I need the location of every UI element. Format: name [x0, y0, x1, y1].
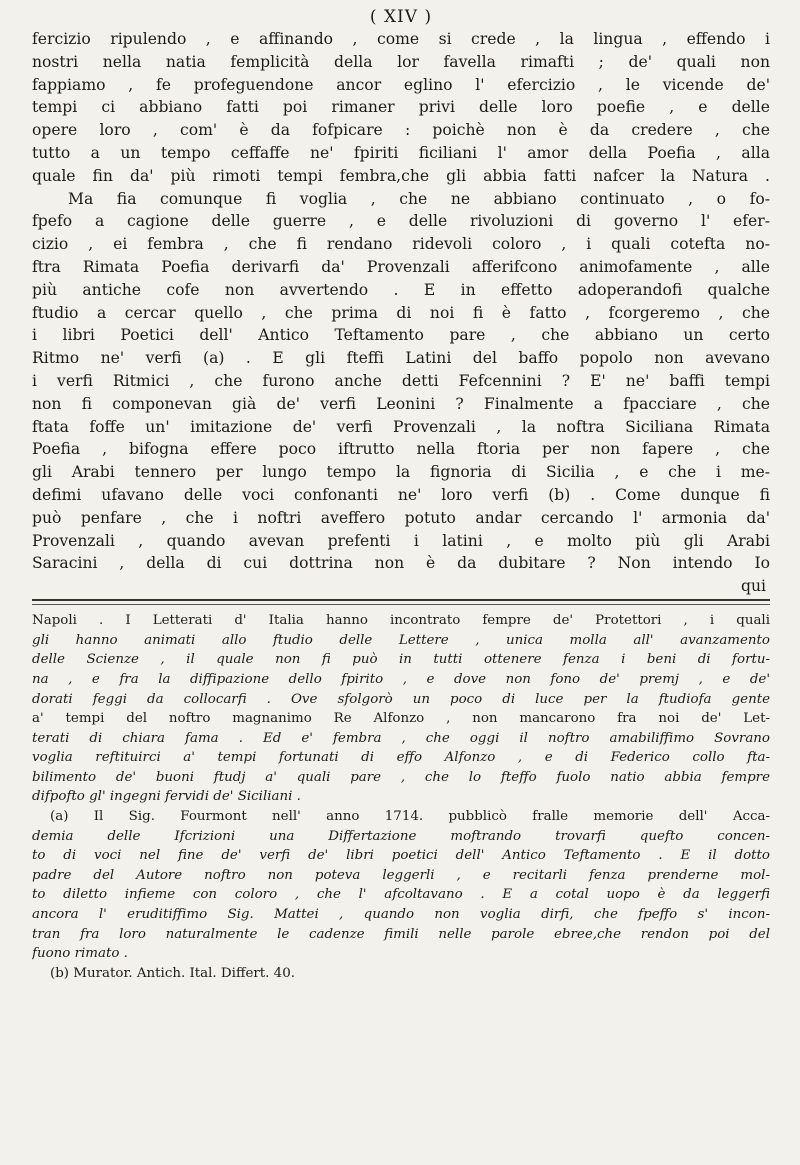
footnote-line: Napoli . I Letterati d' Italia hanno incontrato fempre de' Protettori , i quali — [32, 613, 770, 629]
footnote-line: bilimento de' buoni ftudj a' quali pare , che lo fteffo fuolo natio abbia fempre — [32, 769, 770, 785]
text-line: ftudio a cercar quello , che prima di noi fi è fatto , fcorgeremo , che — [32, 303, 770, 322]
text-line: può penfare , che i noftri aveffero potuto andar cercando l' armonia da' — [32, 508, 770, 527]
text-line: ftra Rimata Poefia derivarfi da' Provenzali afferifcono animofamente , alle — [32, 257, 770, 276]
text-line: Poefia , bifogna effere poco iftrutto nella ftoria per non fapere , che — [32, 440, 770, 459]
text-line: fappiamo , fe profeguendone ancor eglino l' efercizio , le vicende de' — [32, 75, 770, 94]
footnote-line: a' tempi del noftro magnanimo Re Alfonzo , non mancarono fra noi de' Let- — [32, 711, 770, 727]
footnote-line: fuono rimato . — [32, 946, 128, 962]
text-line: Ma fia comunque fi voglia , che ne abbiano continuato , o fo- — [68, 189, 770, 208]
text-line: Saracini , della di cui dottrina non è da dubitare ? Non intendo Io — [32, 554, 770, 573]
text-line: ftata foffe un' imitazione de' verfi Provenzali , la noftra Siciliana Rimata — [32, 417, 770, 436]
footnote-line: (a) Il Sig. Fourmont nell' anno 1714. pubblicò fralle memorie dell' Acca- — [50, 809, 770, 825]
text-line: cizio , ei fembra , che fi rendano ridevoli coloro , i quali cotefta no- — [32, 235, 770, 254]
text-line: Ritmo ne' verfi (a) . E gli fteffi Latini del baffo popolo non avevano — [32, 349, 770, 368]
text-line: quale fin da' più rimoti tempi fembra,che gli abbia fatti nafcer la Natura . — [32, 166, 770, 185]
footnote-line: demia delle Ifcrizioni una Differtazione moftrando trovarfi quefto concen- — [32, 828, 770, 844]
text-line: tutto a un tempo ceffaffe ne' fpiriti ficiliani l' amor della Poefia , alla — [32, 143, 770, 162]
text-line: nostri nella natia femplicità della lor favella rimafti ; de' quali non — [32, 52, 770, 71]
text-line: opere loro , com' è da fofpicare : poichè non è da credere , che — [32, 121, 770, 140]
footnote-line: (b) Murator. Antich. Ital. Differt. 40. — [50, 965, 295, 981]
text-line: i libri Poetici dell' Antico Teftamento pare , che abbiano un certo — [32, 326, 770, 345]
footnote-line: ancora l' eruditiffimo Sig. Mattei , quando non voglia dirfi, che fpeffo s' incon- — [32, 907, 770, 923]
footnote-line: padre del Autore noftro non poteva leggerli , e recitarli fenza prenderne mol- — [32, 867, 770, 883]
page-number: ( XIV ) — [369, 7, 433, 27]
text-line: fercizio ripulendo , e affinando , come si crede , la lingua , effendo i — [32, 30, 770, 48]
main-text — [32, 28, 770, 575]
text-line: tempi ci abbiano fatti poi rimaner privi delle loro poefie , e delle — [32, 98, 770, 117]
text-line: gli Arabi tennero per lungo tempo la fignoria di Sicilia , e che i me- — [32, 463, 770, 482]
footnote-line: dorati feggi da collocarfi . Ove sfolgorò un poco di luce per la ftudiofa gente — [32, 691, 770, 707]
footnote-divider — [32, 599, 770, 605]
footnote-line: to diletto infieme con coloro , che l' afcoltavano . E a cotal uopo è da leggerfi — [32, 887, 770, 903]
footnote-line: terati di chiara fama . Ed e' fembra , che oggi il noftro amabiliffimo Sovrano — [32, 730, 770, 746]
text-line: più antiche cofe non avvertendo . E in effetto adoperandofi qualche — [32, 280, 770, 299]
footnote-line: delle Scienze , il quale non fi può in tutti ottenere fenza i beni di fortu- — [32, 652, 770, 668]
text-line: defimi ufavano delle voci confonanti ne' loro verfi (b) . Come dunque fi — [32, 485, 770, 504]
text-line: non fi componevan già de' verfi Leonini ? Finalmente a fpacciare , che — [32, 394, 770, 413]
footnotes — [32, 611, 770, 983]
text-line: i verfi Ritmici , che furono anche detti Fefcennini ? E' ne' baffi tempi — [32, 371, 770, 390]
footnote-line: difpofto gl' ingegni fervidi de' Siciliani . — [32, 789, 301, 805]
text-line: Provenzali , quando avevan prefenti i latini , e molto più gli Arabi — [32, 531, 770, 550]
catchword: qui — [740, 577, 766, 596]
footnote-line: tran fra loro naturalmente le cadenze fimili nelle parole ebree,che rendon poi del — [32, 926, 770, 942]
footnote-line: voglia reftituirci a' tempi fortunati di effo Alfonzo , e di Federico collo fta- — [32, 750, 770, 766]
footnote-line: gli hanno animati allo ftudio delle Lettere , unica molla all' avanzamento — [32, 632, 770, 648]
footnote-line: na , e fra la diffipazione dello fpirito , e dove non fono de' premj , e de' — [32, 671, 770, 687]
text-line: fpefo a cagione delle guerre , e delle rivoluzioni di governo l' efer- — [32, 212, 770, 231]
footnote-line: to di voci nel fine de' verfi de' libri poetici dell' Antico Teftamento . E il dotto — [32, 848, 770, 864]
